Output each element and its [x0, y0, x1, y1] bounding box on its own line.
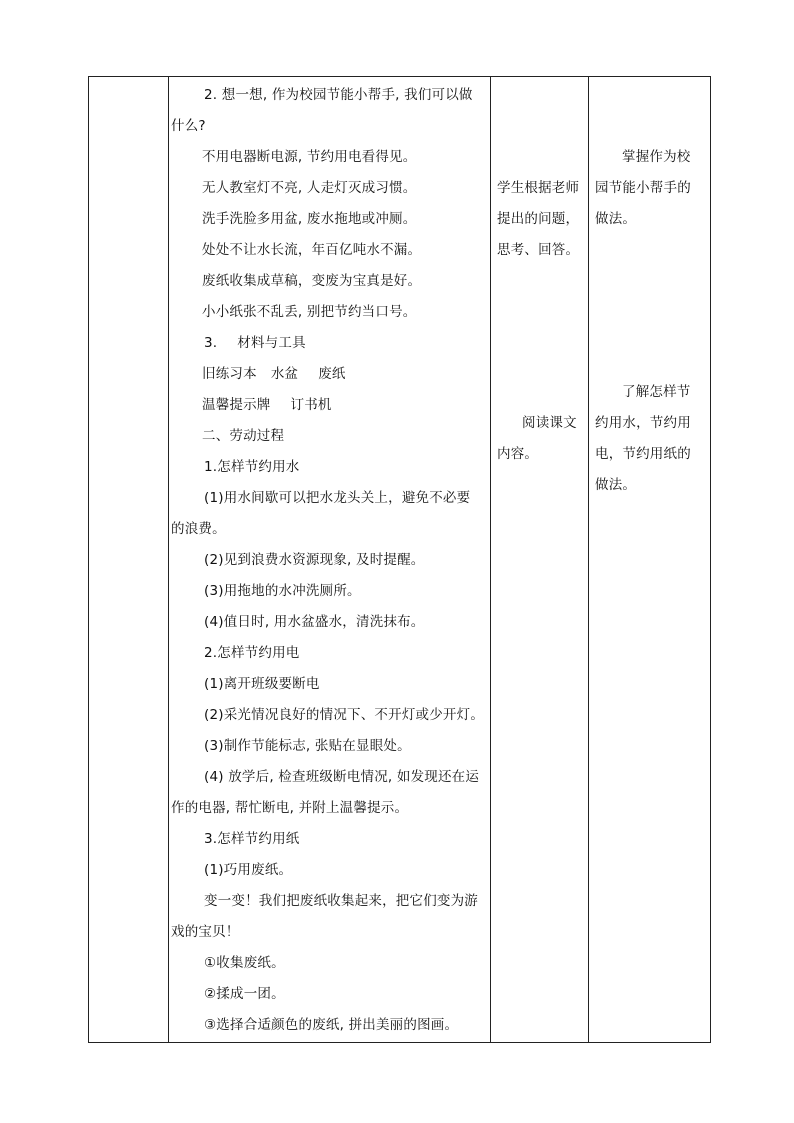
intent-text-line: 做法。 [595, 211, 637, 227]
intent-text-line: 电，节约用纸的 [595, 446, 691, 462]
student-text-line: 提出的问题， [497, 211, 580, 227]
text-line: (3)用拖地的水冲洗厕所。 [204, 583, 361, 599]
intent-text-line: 掌握作为校 [622, 149, 691, 165]
text-line: (1)用水间歇可以把水龙头关上，避免不必要 [204, 490, 471, 506]
material-item: 废纸 [318, 366, 346, 382]
material-item: 订书机 [290, 397, 332, 413]
text-line: (3)制作节能标志, 张贴在显眼处。 [204, 738, 411, 754]
text-line [169, 390, 484, 421]
material-item: 水盆 [270, 366, 299, 382]
text-line: 洗手洗脸多用盆, 废水拖地或冲厕。 [202, 211, 417, 227]
intent-text-line: 约用水，节约用 [595, 415, 691, 431]
lesson-plan-table [88, 76, 711, 1043]
material-item: 旧练习本 [202, 366, 257, 382]
column-teaching-content [169, 77, 491, 1043]
text-line: (4) 放学后, 检查班级断电情况, 如发现还在运 [204, 769, 480, 785]
student-text-line: 阅读课文 [522, 415, 577, 431]
text-line: (2)见到浪费水资源现象, 及时提醒。 [204, 552, 425, 568]
subheading: 3.怎样节约用纸 [204, 831, 300, 847]
text-line: 什么? [171, 118, 206, 134]
text-line [169, 328, 484, 359]
text-line: (4)值日时, 用水盆盛水，清洗抹布。 [204, 614, 425, 630]
section-heading: 二、劳动过程 [202, 428, 285, 444]
text-line [169, 359, 484, 390]
column-design-intent [589, 77, 711, 1043]
text-line: 处处不让水长流，年百亿吨水不漏。 [202, 242, 422, 258]
text-line: 小小纸张不乱丢, 别把节约当口号。 [202, 304, 417, 320]
subheading: 2.怎样节约用电 [204, 645, 300, 661]
column-student-activity [491, 77, 589, 1043]
student-text-line: 思考、回答。 [497, 242, 580, 258]
text-line: 变一变！我们把废纸收集起来，把它们变为游 [204, 893, 478, 909]
text-line: (1)巧用废纸。 [204, 862, 293, 878]
subheading: 1.怎样节约用水 [204, 459, 300, 475]
intent-text-line: 做法。 [595, 477, 637, 493]
text-line: 废纸收集成草稿，变废为宝真是好。 [202, 273, 422, 289]
list-number: 3. [204, 335, 218, 351]
text-line: (1)离开班级要断电 [204, 676, 320, 692]
material-item: 温馨提示牌 [202, 397, 271, 413]
text-line: ③选择合适颜色的废纸, 拼出美丽的图画。 [204, 1017, 459, 1033]
text-line: ②揉成一团。 [204, 986, 285, 1002]
student-text-line: 内容。 [497, 446, 539, 462]
column-stage [89, 77, 169, 1043]
text-line: ①收集废纸。 [204, 955, 285, 971]
intent-text-line: 园节能小帮手的 [595, 180, 691, 196]
text-line: 2. 想一想, 作为校园节能小帮手, 我们可以做 [204, 87, 473, 103]
section-heading: 材料与工具 [237, 335, 306, 351]
text-line: 不用电器断电源, 节约用电看得见。 [202, 149, 417, 165]
text-line: (2)采光情况良好的情况下、不开灯或少开灯。 [204, 707, 485, 723]
text-line: 戏的宝贝！ [171, 924, 240, 940]
student-text-line: 学生根据老师 [497, 180, 580, 196]
text-line: 无人教室灯不亮, 人走灯灭成习惯。 [202, 180, 417, 196]
intent-text-line: 了解怎样节 [622, 384, 691, 400]
text-line: 作的电器, 帮忙断电, 并附上温馨提示。 [171, 800, 409, 816]
text-line: 的浪费。 [171, 521, 226, 537]
